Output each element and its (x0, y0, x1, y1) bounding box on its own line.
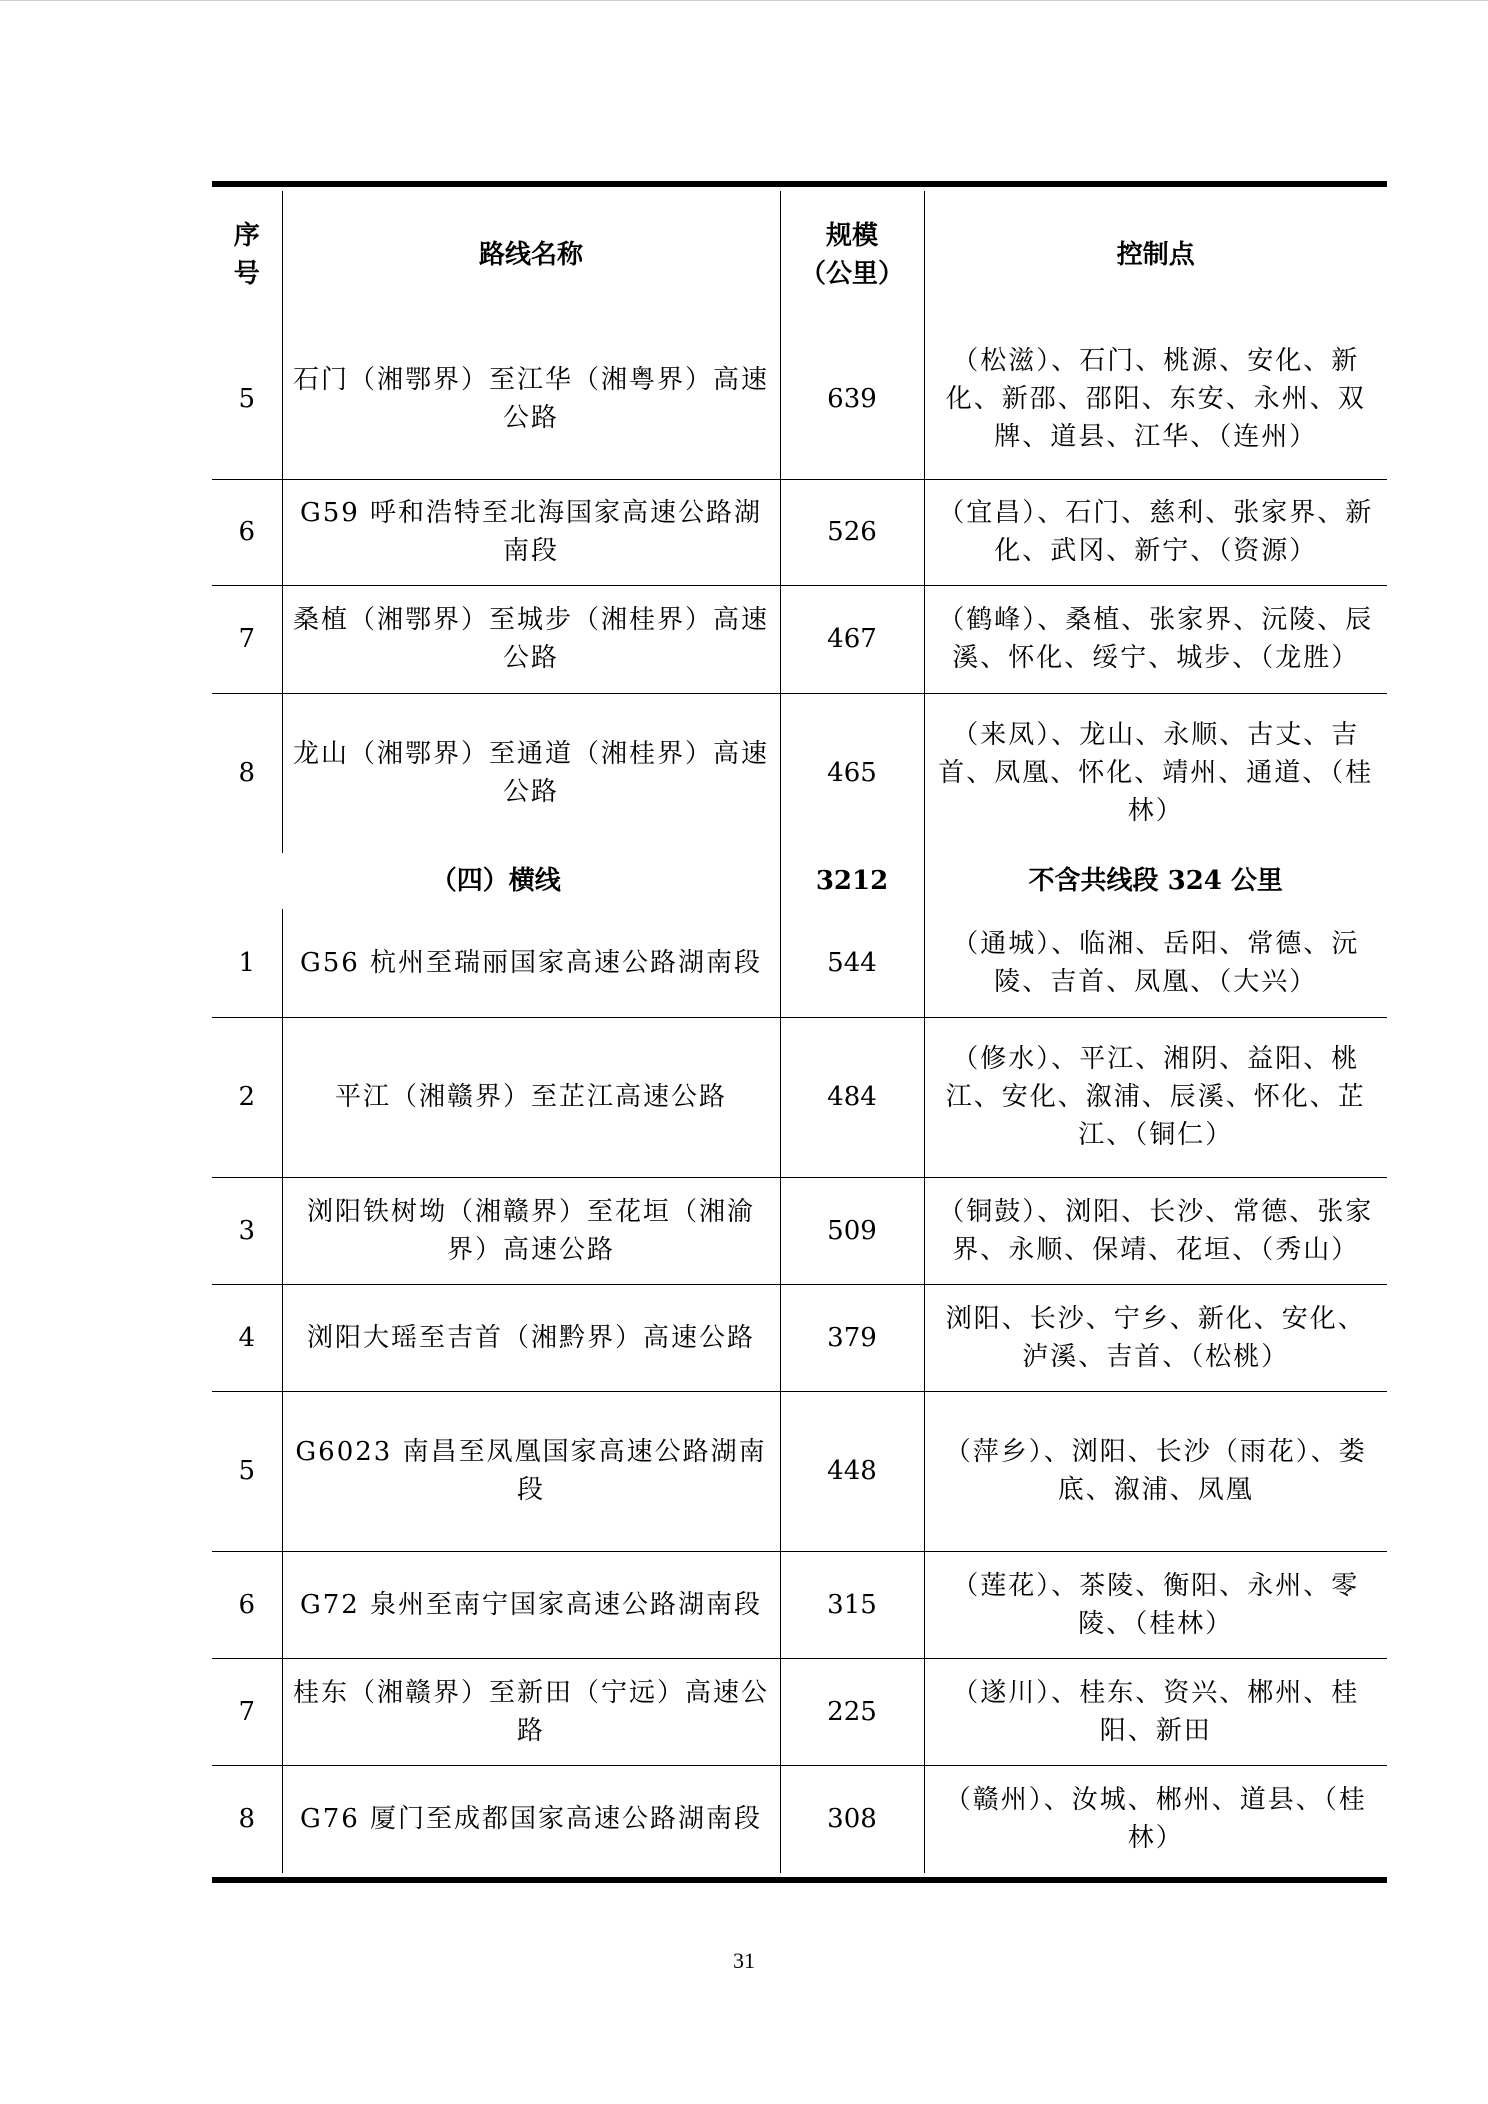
row-index: 4 (212, 1284, 282, 1391)
row-control-points: （宜昌）、石门、慈利、张家界、新化、武冈、新宁、（资源） (924, 479, 1387, 585)
table-row (212, 585, 1387, 693)
table-row (212, 1017, 1387, 1177)
table-row (212, 1391, 1387, 1551)
row-route-name: 石门（湘鄂界）至江华（湘粤界）高速公路 (282, 319, 780, 479)
table-body-part1 (212, 319, 1387, 853)
row-index: 5 (212, 319, 282, 479)
page-number: 31 (733, 1948, 755, 1973)
table-body-part2 (212, 909, 1387, 1873)
row-control-points: （莲花）、茶陵、衡阳、永州、零陵、（桂林） (924, 1551, 1387, 1658)
row-scale: 544 (780, 909, 924, 1017)
row-control-points: （修水）、平江、湘阴、益阳、桃江、安化、溆浦、辰溪、怀化、芷江、（铜仁） (924, 1017, 1387, 1177)
row-route-name: G56 杭州至瑞丽国家高速公路湖南段 (282, 909, 780, 1017)
row-control-points: （来凤）、龙山、永顺、古丈、吉首、凤凰、怀化、靖州、通道、（桂林） (924, 693, 1387, 853)
row-route-name: 桂东（湘赣界）至新田（宁远）高速公路 (282, 1658, 780, 1765)
row-index: 2 (212, 1017, 282, 1177)
table-top-double-rule (212, 181, 1387, 187)
section-note: 不含共线段 324 公里 (924, 853, 1387, 909)
row-route-name: G59 呼和浩特至北海国家高速公路湖南段 (282, 479, 780, 585)
row-scale: 465 (780, 693, 924, 853)
table-row (212, 1284, 1387, 1391)
row-index: 6 (212, 1551, 282, 1658)
row-control-points: （铜鼓）、浏阳、长沙、常德、张家界、永顺、保靖、花垣、（秀山） (924, 1177, 1387, 1284)
section-row (212, 853, 1387, 909)
row-control-points: （松滋）、石门、桃源、安化、新化、新邵、邵阳、东安、永州、双牌、道县、江华、（连州） (924, 319, 1387, 479)
section-title: （四）横线 (212, 853, 780, 909)
header-index: 序 号 (212, 191, 282, 319)
row-control-points: 浏阳、长沙、宁乡、新化、安化、泸溪、吉首、（松桃） (924, 1284, 1387, 1391)
highway-table-container (212, 181, 1387, 1883)
row-control-points: （萍乡）、浏阳、长沙（雨花）、娄底、溆浦、凤凰 (924, 1391, 1387, 1551)
row-scale: 448 (780, 1391, 924, 1551)
row-control-points: （通城）、临湘、岳阳、常德、沅陵、吉首、凤凰、（大兴） (924, 909, 1387, 1017)
row-scale: 225 (780, 1658, 924, 1765)
row-route-name: G76 厦门至成都国家高速公路湖南段 (282, 1765, 780, 1873)
header-route-name: 路线名称 (282, 191, 780, 319)
row-route-name: 浏阳铁树坳（湘赣界）至花垣（湘渝界）高速公路 (282, 1177, 780, 1284)
table-header-row (212, 191, 1387, 319)
row-index: 5 (212, 1391, 282, 1551)
row-route-name: 龙山（湘鄂界）至通道（湘桂界）高速公路 (282, 693, 780, 853)
row-control-points: （鹤峰）、桑植、张家界、沅陵、辰溪、怀化、绥宁、城步、（龙胜） (924, 585, 1387, 693)
header-control-points: 控制点 (924, 191, 1387, 319)
row-route-name: 平江（湘赣界）至芷江高速公路 (282, 1017, 780, 1177)
row-scale: 509 (780, 1177, 924, 1284)
table-row (212, 909, 1387, 1017)
table-row (212, 319, 1387, 479)
row-scale: 484 (780, 1017, 924, 1177)
row-index: 6 (212, 479, 282, 585)
section-scale: 3212 (780, 853, 924, 909)
row-index: 7 (212, 585, 282, 693)
row-scale: 639 (780, 319, 924, 479)
table-row (212, 1177, 1387, 1284)
header-scale: 规模 （公里） (780, 191, 924, 319)
row-index: 8 (212, 1765, 282, 1873)
row-route-name: 浏阳大瑶至吉首（湘黔界）高速公路 (282, 1284, 780, 1391)
page-top-edge (0, 0, 1488, 1)
table-row (212, 479, 1387, 585)
row-index: 8 (212, 693, 282, 853)
row-index: 3 (212, 1177, 282, 1284)
row-route-name: G6023 南昌至凤凰国家高速公路湖南段 (282, 1391, 780, 1551)
row-scale: 315 (780, 1551, 924, 1658)
table-row (212, 1551, 1387, 1658)
table-row (212, 1765, 1387, 1873)
row-control-points: （遂川）、桂东、资兴、郴州、桂阳、新田 (924, 1658, 1387, 1765)
row-scale: 379 (780, 1284, 924, 1391)
row-route-name: G72 泉州至南宁国家高速公路湖南段 (282, 1551, 780, 1658)
highway-route-table (212, 191, 1387, 1873)
row-scale: 308 (780, 1765, 924, 1873)
row-control-points: （赣州）、汝城、郴州、道县、（桂林） (924, 1765, 1387, 1873)
table-row (212, 693, 1387, 853)
table-bottom-double-rule (212, 1877, 1387, 1883)
row-scale: 526 (780, 479, 924, 585)
row-scale: 467 (780, 585, 924, 693)
table-row (212, 1658, 1387, 1765)
row-route-name: 桑植（湘鄂界）至城步（湘桂界）高速公路 (282, 585, 780, 693)
row-index: 7 (212, 1658, 282, 1765)
row-index: 1 (212, 909, 282, 1017)
